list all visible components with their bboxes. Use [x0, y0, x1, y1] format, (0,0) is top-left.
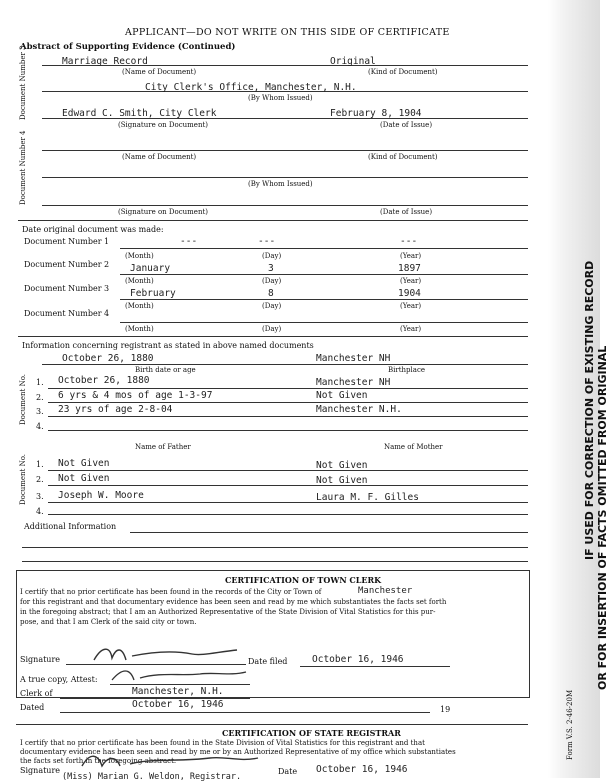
doc4-name-caption: (Name of Document) — [122, 153, 197, 161]
parent-num-3: 3. — [36, 492, 44, 501]
doc3-name: Marriage Record — [62, 56, 148, 67]
parents-side-label: Document No. — [19, 453, 27, 505]
town-clerk-text-2: for this registrant and that documentary evidence has been seen and read by me which substantiates the facts set forth — [20, 598, 447, 606]
true-copy-label: A true copy, Attest: — [20, 675, 98, 684]
reg-row1-age: October 26, 1880 — [58, 375, 150, 386]
caption-year: (Year) — [400, 252, 422, 260]
doc-no-side-label: Document No. — [19, 373, 27, 425]
dates-doc3-day: 8 — [268, 288, 274, 299]
side-note-2: OR FOR INSERTION OF FACTS OMITTED FROM ORIGINAL — [596, 345, 609, 690]
doc3-issued-by: City Clerk's Office, Manchester, N.H. — [145, 82, 357, 93]
reg-row3-place: Manchester N.H. — [316, 404, 402, 415]
mother-2: Not Given — [316, 475, 368, 486]
dates-doc1-dash: --- — [180, 236, 198, 247]
dates-doc2-month: January — [130, 263, 171, 274]
registrant-birthplace: Manchester NH — [316, 353, 391, 364]
town-clerk-city: Manchester — [358, 586, 413, 596]
parent-num-2: 2. — [36, 475, 44, 484]
doc3-name-caption: (Name of Document) — [122, 68, 197, 76]
dates-doc2-label: Document Number 2 — [24, 260, 110, 269]
row-num-1: 1. — [36, 378, 44, 387]
row-num-4: 4. — [36, 422, 44, 431]
dates-doc2-year: 1897 — [398, 263, 421, 274]
mother-1: Not Given — [316, 460, 368, 471]
date-filed-label: Date filed — [248, 657, 288, 666]
caption-month: (Month) — [125, 252, 154, 260]
caption-month: (Month) — [125, 277, 154, 285]
doc3-issued-caption: (By Whom Issued) — [248, 94, 313, 102]
dates-doc3-year: 1904 — [398, 288, 421, 299]
additional-info-label: Additional Information — [24, 522, 117, 531]
state-signature-label: Signature — [20, 766, 61, 775]
section-title: Abstract of Supporting Evidence (Continued) — [20, 42, 236, 52]
registrar-signature — [80, 750, 260, 772]
state-text-1: I certify that no prior certificate has been found in the State Division of Vital Statistics for this registrant and that — [20, 739, 425, 747]
row-num-3: 3. — [36, 407, 44, 416]
town-clerk-title: CERTIFICATION OF TOWN CLERK — [225, 575, 382, 585]
caption-mother: Name of Mother — [384, 443, 443, 451]
reg-row2-place: Not Given — [316, 390, 368, 401]
state-date-label: Date — [278, 767, 298, 776]
registrant-birth-date: October 26, 1880 — [62, 353, 154, 364]
parent-num-1: 1. — [36, 460, 44, 469]
doc4-kind-caption: (Kind of Document) — [368, 153, 438, 161]
dates-doc3-label: Document Number 3 — [24, 284, 110, 293]
doc4-issued-caption: (By Whom Issued) — [248, 180, 313, 188]
doc3-kind-caption: (Kind of Document) — [368, 68, 438, 76]
caption-day: (Day) — [262, 302, 282, 310]
side-note-1: IF USED FOR CORRECTION OF EXISTING RECORD — [583, 260, 596, 560]
dates-doc1-dash-year: --- — [400, 236, 418, 247]
caption-father: Name of Father — [135, 443, 191, 451]
dates-doc3-month: February — [130, 288, 176, 299]
year-suffix: 19 — [440, 705, 451, 714]
doc3-date-caption: (Date of Issue) — [380, 121, 433, 129]
doc3-side-label: Document Number 3 — [19, 45, 27, 120]
doc4-date-caption: (Date of Issue) — [380, 208, 433, 216]
registrar-name: (Miss) Marian G. Weldon, Registrar. — [62, 772, 242, 782]
father-3: Joseph W. Moore — [58, 490, 144, 501]
dated-label: Dated — [20, 703, 45, 712]
caption-birth-date: Birth date or age — [135, 366, 196, 374]
doc4-sig-caption: (Signature on Document) — [118, 208, 208, 216]
town-clerk-text-4: pose, and that I am Clerk of the said city or town. — [20, 618, 197, 626]
dated-value: October 16, 1946 — [132, 699, 224, 710]
dates-doc1-dash-day: --- — [258, 236, 276, 247]
caption-year: (Year) — [400, 325, 422, 333]
clerk-of-value: Manchester, N.H. — [132, 686, 224, 697]
state-registrar-title: CERTIFICATION OF STATE REGISTRAR — [222, 728, 401, 738]
caption-year: (Year) — [400, 277, 422, 285]
row-num-2: 2. — [36, 393, 44, 402]
clerk-of-label: Clerk of — [20, 689, 53, 698]
doc3-sig-caption: (Signature on Document) — [118, 121, 208, 129]
state-text-2: documentary evidence has been seen and read by me or by an Authorized Representative of my office which substantiates — [20, 748, 456, 756]
caption-day: (Day) — [262, 277, 282, 285]
attest-signature — [110, 666, 250, 686]
father-1: Not Given — [58, 458, 110, 469]
dates-doc1-label: Document Number 1 — [24, 237, 110, 246]
caption-day: (Day) — [262, 252, 282, 260]
date-filed-value: October 16, 1946 — [312, 654, 404, 665]
clerk-signature — [92, 642, 242, 666]
form-number: Form V.S. 2-46-20M — [566, 689, 574, 760]
caption-month: (Month) — [125, 302, 154, 310]
registrant-heading: Information concerning registrant as stated in above named documents — [22, 341, 314, 350]
dates-doc2-day: 3 — [268, 263, 274, 274]
reg-row3-age: 23 yrs of age 2-8-04 — [58, 404, 173, 415]
state-date-value: October 16, 1946 — [316, 764, 408, 775]
reg-row2-age: 6 yrs & 4 mos of age 1-3-97 — [58, 390, 213, 401]
page-header: APPLICANT—DO NOT WRITE ON THIS SIDE OF CERTIFICATE — [125, 27, 450, 38]
father-2: Not Given — [58, 473, 110, 484]
mother-3: Laura M. F. Gilles — [316, 492, 419, 503]
doc3-signature: Edward C. Smith, City Clerk — [62, 108, 217, 119]
caption-month: (Month) — [125, 325, 154, 333]
parent-num-4: 4. — [36, 507, 44, 516]
caption-year: (Year) — [400, 302, 422, 310]
dates-heading: Date original document was made: — [22, 225, 164, 234]
dates-doc4-label: Document Number 4 — [24, 309, 110, 318]
caption-day: (Day) — [262, 325, 282, 333]
doc3-date: February 8, 1904 — [330, 108, 422, 119]
doc4-side-label: Document Number 4 — [19, 130, 27, 205]
reg-row1-place: Manchester NH — [316, 377, 391, 388]
town-clerk-text-3: in the foregoing abstract; that I am an Authorized Representative of the State Division of Vital Statistics for this pur- — [20, 608, 436, 616]
signature-label: Signature — [20, 655, 61, 664]
caption-birthplace: Birthplace — [388, 366, 426, 374]
town-clerk-text-1: I certify that no prior certificate has been found in the records of the City or Town of — [20, 588, 322, 596]
state-text-3: the facts set forth in the foregoing abstract. — [20, 757, 177, 765]
doc3-kind: Original — [330, 56, 376, 67]
